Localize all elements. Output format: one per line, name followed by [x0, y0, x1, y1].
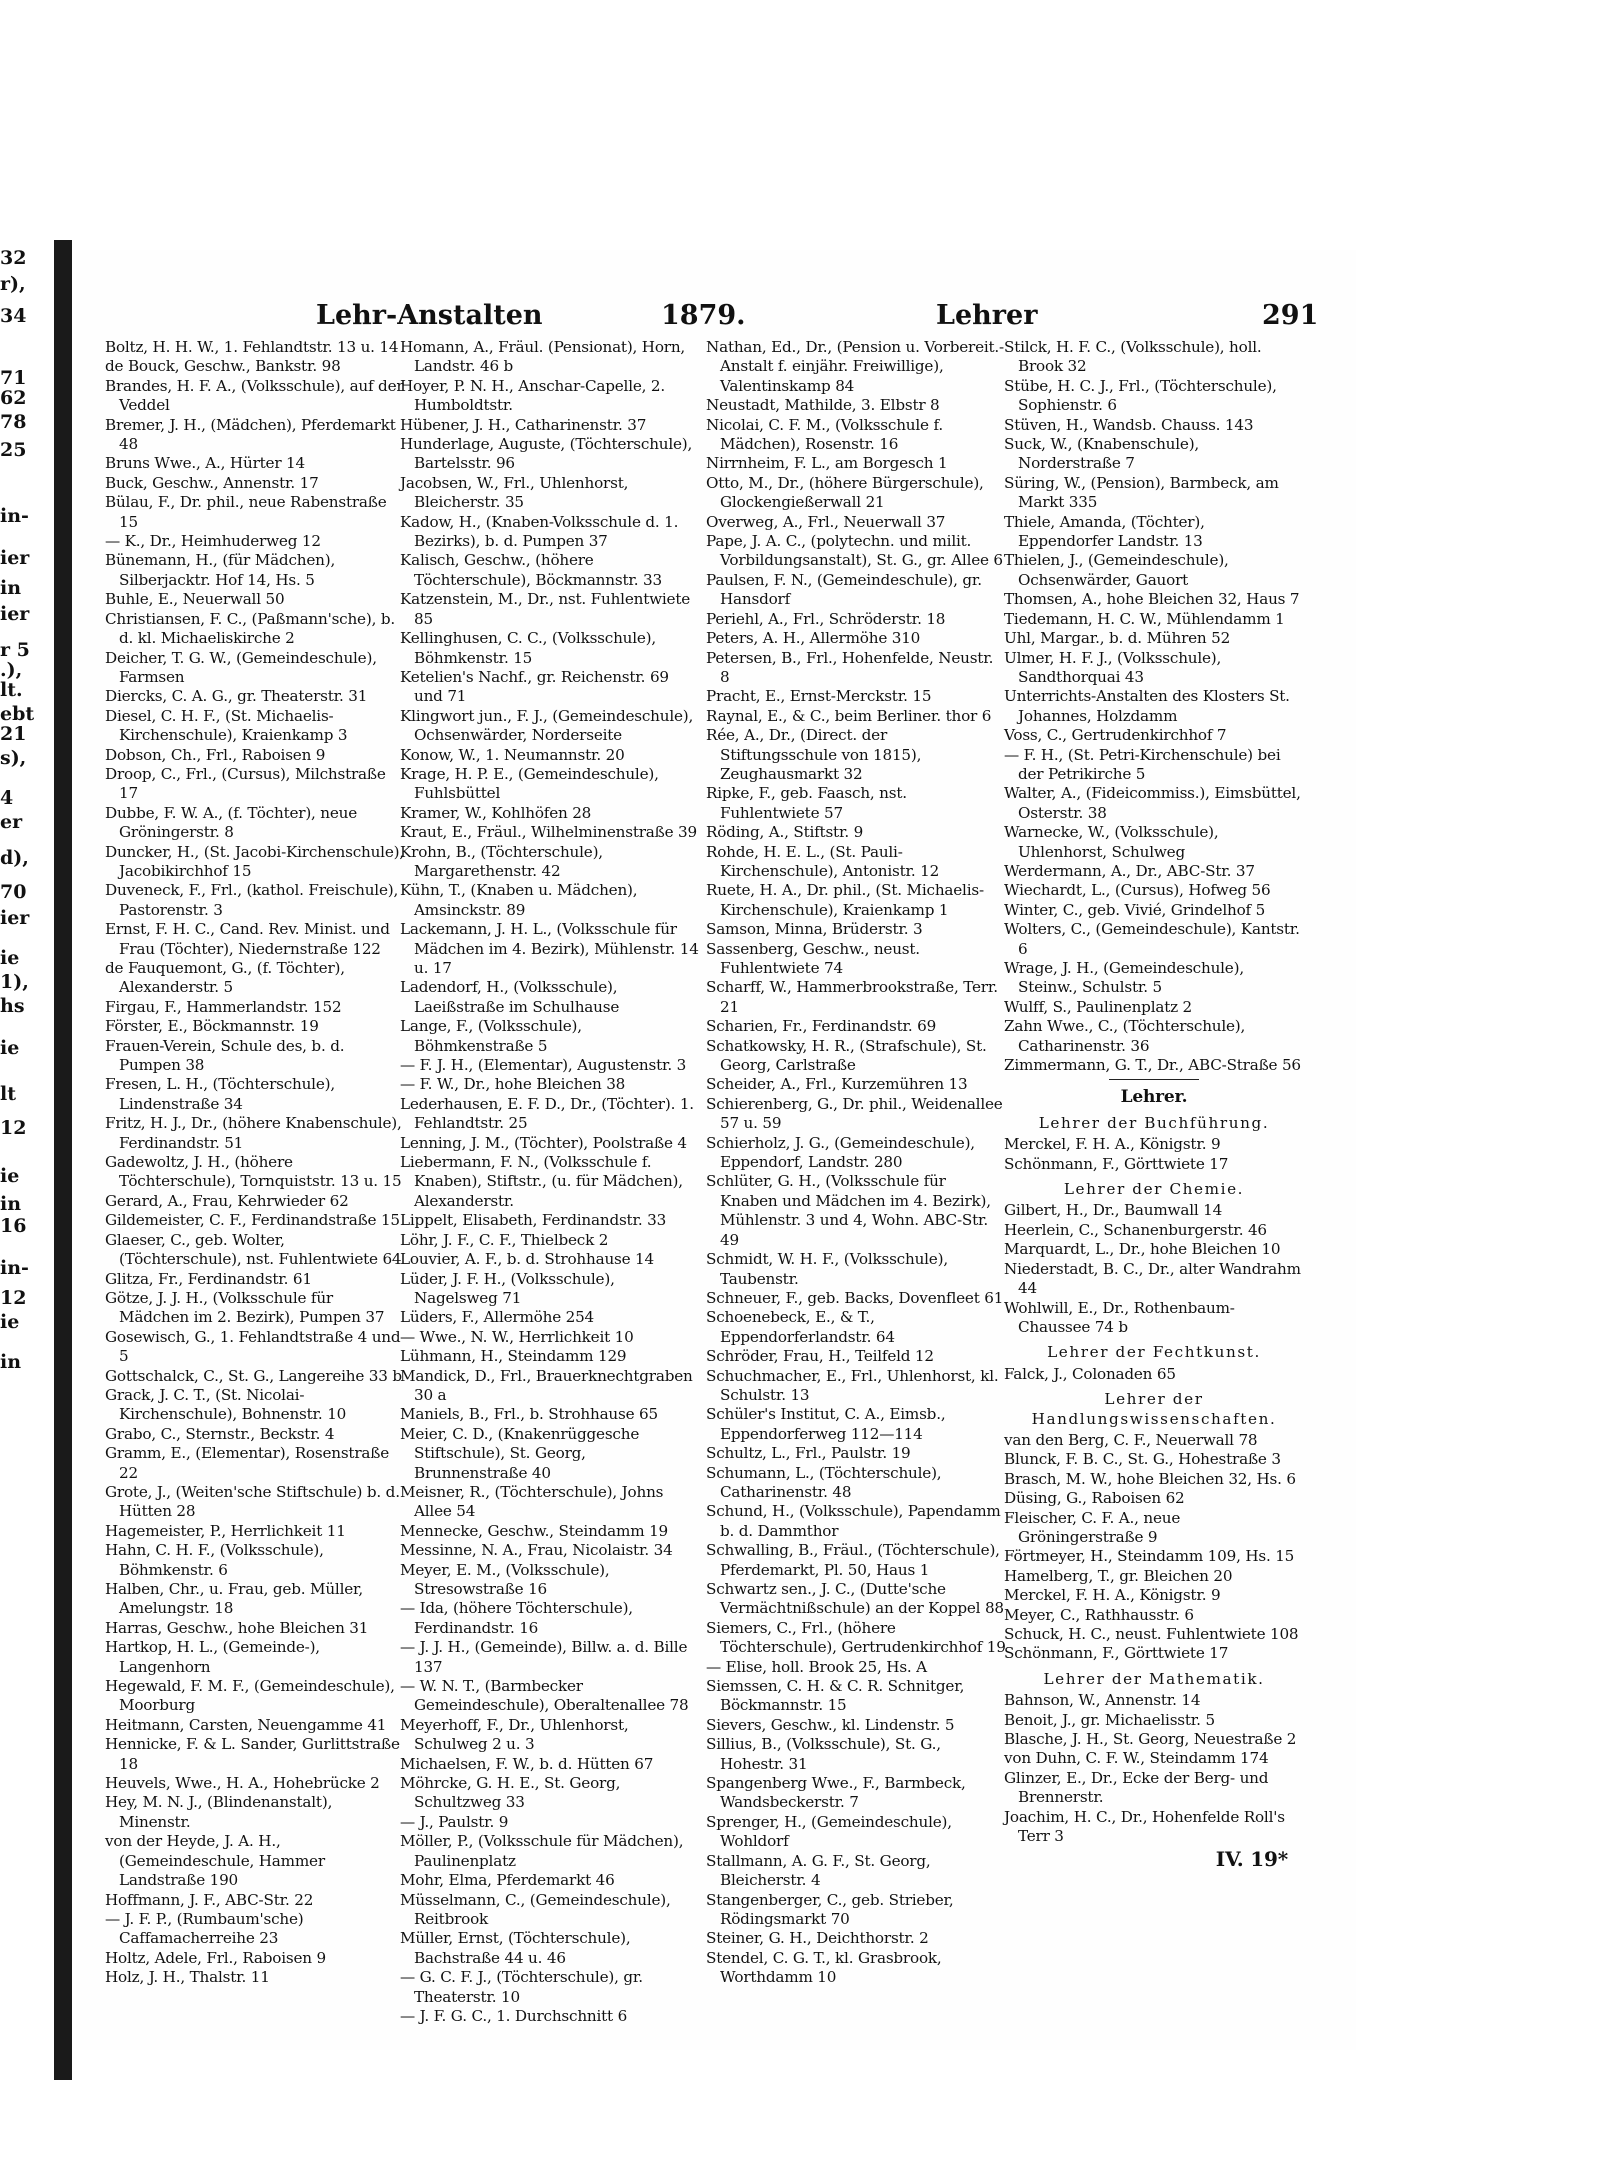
directory-entry: Gilbert, H., Dr., Baumwall 14 [1004, 1201, 1223, 1220]
directory-entry: Suck, W., (Knabenschule), Norderstraße 7 [1004, 435, 1200, 473]
directory-entry: Voss, C., Gertrudenkirchhof 7 [1004, 726, 1227, 745]
directory-entry: Grabo, C., Sternstr., Beckstr. 4 [105, 1424, 335, 1443]
directory-entry: Schoenebeck, E., & T., Eppendorferlandstr. 64 [706, 1308, 895, 1346]
directory-entry: Merckel, F. H. A., Königstr. 9 [1004, 1586, 1221, 1605]
directory-entry: Schuck, H. C., neust. Fuhlentwiete 108 [1004, 1625, 1299, 1643]
directory-entry: Ripke, F., geb. Faasch, nst. Fuhlentwiete 57 [706, 784, 907, 822]
directory-entry: Tiedemann, H. C. W., Mühlendamm 1 [1004, 609, 1285, 628]
directory-entry: Glaeser, C., geb. Wolter, (Töchterschule), nst. Fuhlentwiete 64 [105, 1230, 402, 1269]
directory-entry: Fresen, L. H., (Töchterschule), Lindenstraße 34 [105, 1075, 335, 1113]
signature-mark: IV. 19* [1215, 1847, 1288, 1872]
directory-entry: Thiele, Amanda, (Töchter), Eppendorfer Landstr. 13 [1004, 512, 1205, 551]
directory-entry: Stüven, H., Wandsb. Chauss. 143 [1004, 415, 1254, 434]
directory-entry: Heerlein, C., Schanenburgerstr. 46 [1004, 1220, 1267, 1239]
margin-fragment: 34 [0, 305, 27, 327]
directory-entry: Fritz, H. J., Dr., (höhere Knabenschule), Ferdinandstr. 51 [105, 1114, 402, 1152]
directory-entry: Mandick, D., Frl., Brauerknechtgraben 30 a [400, 1366, 693, 1404]
directory-entry: Stübe, H. C. J., Frl., (Töchterschule), Sophienstr. 6 [1004, 376, 1277, 415]
directory-entry: Glitza, Fr., Ferdinandstr. 61 [105, 1269, 312, 1288]
directory-entry: Diercks, C. A. G., gr. Theaterstr. 31 [105, 687, 368, 706]
margin-fragment: s), [0, 747, 27, 769]
directory-entry: Bremer, J. H., (Mädchen), Pferdemarkt 48 [105, 415, 396, 454]
directory-entry: Gildemeister, C. F., Ferdinandstraße 15 [105, 1211, 400, 1230]
directory-entry: Rohde, H. E. L., (St. Pauli-Kirchenschule), Antonistr. 12 [706, 842, 940, 880]
margin-fragment: 16 [0, 1215, 27, 1237]
subsection-heading: Lehrer der Chemie. [1063, 1180, 1245, 1199]
margin-fragment: 70 [0, 881, 27, 903]
subsection-heading: Lehrer der Fechtkunst. [1047, 1343, 1261, 1362]
directory-entry: Winter, C., geb. Vivié, Grindelhof 5 [1004, 900, 1266, 919]
directory-entry: Petersen, B., Frl., Hohenfelde, Neustr. 8 [706, 648, 994, 686]
directory-entry: Schwartz sen., J. C., (Dutte'sche Vermächtnißschule) an der Koppel 88 [706, 1580, 1004, 1618]
directory-entry: Meyerhoff, F., Dr., Uhlenhorst, Schulweg 2 u. 3 [400, 1715, 629, 1754]
directory-entry: Schund, H., (Volksschule), Papendamm b. d. Dammthor [706, 1502, 1001, 1540]
directory-entry: Düsing, G., Raboisen 62 [1004, 1489, 1185, 1508]
directory-entry: Bülau, F., Dr. phil., neue Rabenstraße 15 [105, 493, 387, 531]
directory-entry: — Wwe., N. W., Herrlichkeit 10 [400, 1327, 634, 1346]
directory-entry: Schüler's Institut, C. A., Eimsb., Eppendorferweg 112—114 [706, 1405, 946, 1443]
margin-fragment: 71 [0, 367, 27, 389]
directory-entry: Homann, A., Fräul. (Pensionat), Horn, Landstr. 46 b [400, 338, 686, 376]
directory-entry: Meyer, E. M., (Volksschule), Stresowstraße 16 [400, 1560, 610, 1598]
directory-entry: Hübener, J. H., Catharinenstr. 37 [400, 415, 647, 434]
page-number: 291 [1262, 300, 1319, 331]
directory-entry: Sassenberg, Geschw., neust. Fuhlentwiete 74 [706, 939, 920, 977]
directory-entry: Schatkowsky, H. R., (Strafschule), St. Georg, Carlstraße [706, 1036, 987, 1075]
directory-entry: — J. J. H., (Gemeinde), Billw. a. d. Bille 137 [400, 1638, 688, 1676]
margin-fragment: 78 [0, 411, 27, 433]
directory-column-3 [706, 338, 1006, 1988]
directory-entry: Röding, A., Stiftstr. 9 [706, 823, 864, 842]
header-year: 1879. [661, 300, 746, 331]
directory-entry: Halben, Chr., u. Frau, geb. Müller, Amelungstr. 18 [105, 1580, 364, 1618]
directory-entry: Sillius, B., (Volksschule), St. G., Hohestr. 31 [706, 1735, 941, 1773]
directory-entry: Heitmann, Carsten, Neuengamme 41 [105, 1715, 387, 1734]
directory-entry: Müsselmann, C., (Gemeindeschule), Reitbrook [400, 1890, 671, 1928]
page-header [316, 300, 1319, 340]
directory-entry: Gottschalck, C., St. G., Langereihe 33 b [105, 1366, 402, 1385]
directory-entry: Lüder, J. F. H., (Volksschule), Nagelsweg 71 [400, 1269, 615, 1307]
directory-entry: Schierholz, J. G., (Gemeindeschule), Eppendorf, Landstr. 280 [706, 1133, 975, 1172]
directory-entry: Nathan, Ed., Dr., (Pension u. Vorbereit.-Anstalt f. einjähr. Freiwillige), Valentinskamp 84 [706, 338, 1004, 395]
directory-entry: Thielen, J., (Gemeindeschule), Ochsenwärder, Gauort [1004, 551, 1229, 589]
directory-entry: Nicolai, C. F. M., (Volksschule f. Mädchen), Rosenstr. 16 [706, 415, 943, 454]
directory-entry: Mohr, Elma, Pferdemarkt 46 [400, 1871, 615, 1890]
directory-entry: Stilck, H. F. C., (Volksschule), holl. Brook 32 [1004, 338, 1262, 376]
directory-entry: Katzenstein, M., Dr., nst. Fuhlentwiete 85 [400, 590, 691, 628]
directory-entry: Merckel, F. H. A., Königstr. 9 [1004, 1135, 1221, 1154]
margin-fragment: in [0, 1193, 22, 1215]
directory-entry: Brasch, M. W., hohe Bleichen 32, Hs. 6 [1004, 1469, 1296, 1488]
directory-entry: — F. H., (St. Petri-Kirchenschule) bei der Petrikirche 5 [1004, 745, 1281, 783]
directory-entry: Löhr, J. F., C. F., Thielbeck 2 [400, 1230, 609, 1249]
directory-entry: Mennecke, Geschw., Steindamm 19 [400, 1521, 668, 1540]
directory-entry: Warnecke, W., (Volksschule), Uhlenhorst, Schulweg [1004, 823, 1219, 861]
directory-entry: Hahn, C. H. F., (Volksschule), Böhmkenstr. 6 [105, 1541, 324, 1579]
directory-entry: Hoffmann, J. F., ABC-Str. 22 [105, 1890, 314, 1909]
directory-entry: — G. C. F. J., (Töchterschule), gr. Theaterstr. 10 [400, 1968, 643, 2006]
directory-entry: Stendel, C. G. T., kl. Grasbrook, Worthdamm 10 [706, 1948, 942, 1987]
directory-entry: Blunck, F. B. C., St. G., Hohestraße 3 [1004, 1450, 1281, 1469]
margin-fragment: ie [0, 1311, 20, 1333]
directory-entry: Siemers, C., Frl., (höhere Töchterschule), Gertrudenkirchhof 19 [706, 1618, 1006, 1657]
directory-entry: Peters, A. H., Allermöhe 310 [706, 629, 921, 648]
directory-entry: Lackemann, J. H. L., (Volksschule für Mädchen im 4. Bezirk), Mühlenstr. 14 u. 17 [400, 920, 699, 977]
directory-entry: Samson, Minna, Brüderstr. 3 [706, 920, 923, 939]
margin-fragment: ie [0, 1037, 20, 1059]
directory-entry: Schmidt, W. H. F., (Volksschule), Taubenstr. [706, 1250, 948, 1288]
directory-entry: de Bouck, Geschw., Bankstr. 98 [105, 357, 341, 376]
directory-entry: Nirrnheim, F. L., am Borgesch 1 [706, 454, 948, 473]
directory-entry: Pape, J. A. C., (polytechn. und milit. Vorbildungsanstalt), St. G., gr. Allee 6 [706, 532, 1003, 570]
directory-entry: — K., Dr., Heimhuderweg 12 [105, 532, 321, 551]
margin-fragment: lt. [0, 679, 23, 701]
section-divider [1109, 1079, 1199, 1080]
directory-entry: Siemssen, C. H. & C. R. Schnitger, Böckmannstr. 15 [706, 1677, 965, 1715]
directory-entry: Förtmeyer, H., Steindamm 109, Hs. 15 [1004, 1547, 1295, 1566]
directory-entry: — W. N. T., (Barmbecker Gemeindeschule), Oberaltenallee 78 [400, 1677, 689, 1715]
directory-entry: Kühn, T., (Knaben u. Mädchen), Amsinckstr. 89 [400, 881, 638, 919]
directory-entry: Bünemann, H., (für Mädchen), Silberjacktr. Hof 14, Hs. 5 [105, 551, 336, 589]
directory-entry: Meier, C. D., (Knakenrüggesche Stiftschule), St. Georg, Brunnenstraße 40 [400, 1424, 640, 1482]
directory-entry: van den Berg, C. F., Neuerwall 78 [1004, 1430, 1258, 1449]
directory-entry: Buhle, E., Neuerwall 50 [105, 590, 285, 609]
header-category: Lehrer [936, 300, 1038, 331]
directory-entry: de Fauquemont, G., (f. Töchter), Alexanderstr. 5 [105, 959, 345, 997]
subsection-heading: Lehrer der Buchführung. [1038, 1113, 1270, 1132]
directory-entry: Gadewoltz, J. H., (höhere Töchterschule), Tornquiststr. 13 u. 15 [105, 1153, 402, 1191]
margin-fragment: 12 [0, 1287, 27, 1309]
margin-fragment: d), [0, 847, 29, 869]
directory-entry: Maniels, B., Frl., b. Strohhause 65 [400, 1405, 658, 1424]
directory-entry: Schröder, Frau, H., Teilfeld 12 [706, 1347, 934, 1366]
directory-entry: Kellinghusen, C. C., (Volksschule), Böhmkenstr. 15 [400, 629, 657, 667]
margin-fragment: 12 [0, 1117, 27, 1139]
directory-entry: Liebermann, F. N., (Volksschule f. Knaben), Stiftstr., (u. für Mädchen), Alexanderstr. [400, 1153, 683, 1210]
directory-entry: Stangenberger, C., geb. Strieber, Rödingsmarkt 70 [706, 1890, 954, 1928]
directory-entry: — J., Paulstr. 9 [400, 1812, 509, 1831]
directory-entry: Periehl, A., Frl., Schröderstr. 18 [706, 609, 946, 628]
directory-entry: Duncker, H., (St. Jacobi-Kirchenschule), Jacobikirchhof 15 [105, 842, 404, 880]
directory-entry: Wulff, S., Paulinenplatz 2 [1004, 997, 1193, 1016]
subsection-heading: Lehrer der Mathematik. [1043, 1669, 1265, 1688]
directory-entry: Fleischer, C. F. A., neue Gröningerstraße 9 [1004, 1508, 1181, 1546]
margin-fragment: 4 [0, 787, 14, 809]
directory-entry: Duveneck, F., Frl., (kathol. Freischule), Pastorenstr. 3 [105, 881, 399, 919]
directory-entry: Werdermann, A., Dr., ABC-Str. 37 [1004, 861, 1255, 880]
directory-entry: Scharien, Fr., Ferdinandstr. 69 [706, 1017, 937, 1036]
margin-fragment: ie [0, 947, 20, 969]
directory-entry: Meyer, C., Rathhausstr. 6 [1004, 1605, 1194, 1624]
directory-entry: Michaelsen, F. W., b. d. Hütten 67 [400, 1754, 654, 1773]
directory-entry: Müller, Ernst, (Töchterschule), Bachstraße 44 u. 46 [400, 1929, 631, 1967]
directory-entry: Overweg, A., Frl., Neuerwall 37 [706, 512, 946, 531]
directory-entry: Gerard, A., Frau, Kehrwieder 62 [105, 1191, 349, 1210]
directory-entry: Klingwort jun., F. J., (Gemeindeschule), Ochsenwärder, Norderseite [400, 706, 694, 745]
directory-entry: Gosewisch, G., 1. Fehlandtstraße 4 und 5 [105, 1327, 401, 1366]
margin-fragment: 25 [0, 439, 27, 461]
directory-entry: — F. W., Dr., hohe Bleichen 38 [400, 1075, 626, 1094]
directory-entry: Niederstadt, B. C., Dr., alter Wandrahm 44 [1004, 1259, 1301, 1298]
margin-fragment: ier [0, 547, 30, 569]
directory-entry: Pracht, E., Ernst-Merckstr. 15 [706, 687, 932, 706]
directory-entry: von der Heyde, J. A. H., (Gemeindeschule, Hammer Landstraße 190 [105, 1832, 325, 1890]
directory-entry: Kraut, E., Fräul., Wilhelminenstraße 39 [400, 823, 697, 842]
directory-column-2 [400, 338, 700, 2026]
directory-entry: Schultz, L., Frl., Paulstr. 19 [706, 1444, 911, 1463]
directory-entry: Marquardt, L., Dr., hohe Bleichen 10 [1004, 1240, 1281, 1259]
directory-entry: Falck, J., Colonaden 65 [1004, 1364, 1176, 1383]
directory-entry: Süring, W., (Pension), Barmbeck, am Markt 335 [1004, 473, 1279, 512]
margin-fragment: r 5 [0, 639, 30, 661]
section-heading: Lehrer. [1120, 1087, 1188, 1108]
directory-entry: Bahnson, W., Annenstr. 14 [1004, 1691, 1201, 1710]
subsection-heading: Lehrer der Handlungswissenschaften. [1031, 1390, 1277, 1428]
directory-entry: Kalisch, Geschw., (höhere Töchterschule), Böckmannstr. 33 [400, 551, 662, 589]
directory-entry: Lüders, F., Allermöhe 254 [400, 1308, 595, 1327]
directory-entry: Benoit, J., gr. Michaelisstr. 5 [1004, 1710, 1215, 1729]
directory-entry: Deicher, T. G. W., (Gemeindeschule), Farmsen [105, 648, 377, 686]
adjacent-page-fragment [0, 248, 58, 2048]
directory-entry: Lenning, J. M., (Töchter), Poolstraße 4 [400, 1133, 687, 1152]
directory-entry: — J. F. P., (Rumbaum'sche) Caffamacherreihe 23 [105, 1909, 304, 1948]
directory-entry: Uhl, Margar., b. d. Mühren 52 [1004, 629, 1231, 648]
directory-entry: Hey, M. N. J., (Blindenanstalt), Minenstr. [105, 1793, 333, 1831]
directory-entry: Buck, Geschw., Annenstr. 17 [105, 473, 319, 492]
directory-entry: Glinzer, E., Dr., Ecke der Berg- und Brennerstr. [1004, 1768, 1269, 1807]
directory-entry: — J. F. G. C., 1. Durchschnitt 6 [400, 2006, 628, 2025]
directory-column-4 [1004, 338, 1304, 1870]
directory-entry: Schwalling, B., Fräul., (Töchterschule), Pferdemarkt, Pl. 50, Haus 1 [706, 1541, 1000, 1579]
directory-entry: Paulsen, F. N., (Gemeindeschule), gr. Hansdorf [706, 570, 982, 609]
margin-fragment: .), [0, 659, 23, 681]
directory-entry: Grote, J., (Weiten'sche Stiftschule) b. d. Hütten 28 [105, 1482, 400, 1521]
directory-entry: Meisner, R., (Töchterschule), Johns Allee 54 [400, 1482, 664, 1521]
directory-entry: Christiansen, F. C., (Paßmann'sche), b. d. kl. Michaeliskirche 2 [105, 609, 395, 648]
margin-fragment: ie [0, 1165, 20, 1187]
directory-entry: Ruete, H. A., Dr. phil., (St. Michaelis-Kirchenschule), Kraienkamp 1 [706, 881, 984, 919]
directory-entry: Rée, A., Dr., (Direct. der Stiftungsschule von 1815), Zeughausmarkt 32 [706, 726, 922, 783]
directory-entry: Grack, J. C. T., (St. Nicolai-Kirchenschule), Bohnenstr. 10 [105, 1385, 347, 1424]
header-section-title: Lehr-Anstalten [316, 300, 543, 331]
directory-entry: Holz, J. H., Thalstr. 11 [105, 1968, 270, 1987]
directory-entry: Krage, H. P. E., (Gemeindeschule), Fuhlsbüttel [400, 764, 659, 803]
directory-entry: Zahn Wwe., C., (Töchterschule), Catharinenstr. 36 [1004, 1017, 1246, 1055]
directory-entry: Bruns Wwe., A., Hürter 14 [105, 454, 305, 473]
directory-entry: Wolters, C., (Gemeindeschule), Kantstr. 6 [1004, 920, 1300, 958]
directory-entry: Schlüter, G. H., (Volksschule für Knaben und Mädchen im 4. Bezirk), Mühlenstr. 3 und 4, Wohn. ABC-Str. 49 [706, 1172, 991, 1249]
directory-entry: Dobson, Ch., Frl., Raboisen 9 [105, 745, 326, 764]
directory-entry: Boltz, H. H. W., 1. Fehlandtstr. 13 u. 14 [105, 338, 399, 356]
margin-fragment: ier [0, 603, 30, 625]
directory-entry: Joachim, H. C., Dr., Hohenfelde Roll's Terr 3 [1004, 1807, 1285, 1846]
directory-entry: Schönmann, F., Görttwiete 17 [1004, 1644, 1229, 1663]
directory-entry: Hegewald, F. M. F., (Gemeindeschule), Moorburg [105, 1677, 395, 1715]
margin-fragment: 62 [0, 387, 27, 409]
directory-entry: Konow, W., 1. Neumannstr. 20 [400, 745, 625, 764]
directory-entry: Diesel, C. H. F., (St. Michaelis-Kirchenschule), Kraienkamp 3 [105, 706, 348, 745]
directory-entry: Heuvels, Wwe., H. A., Hohebrücke 2 [105, 1774, 380, 1793]
directory-entry: Firgau, F., Hammerlandstr. 152 [105, 997, 342, 1016]
directory-entry: von Duhn, C. F. W., Steindamm 174 [1004, 1749, 1269, 1768]
directory-entry: Hunderlage, Auguste, (Töchterschule), Bartelsstr. 96 [400, 435, 693, 473]
directory-entry: Kadow, H., (Knaben-Volksschule d. 1. Bezirks), b. d. Pumpen 37 [400, 512, 679, 551]
directory-entry: — Elise, holl. Brook 25, Hs. A [706, 1657, 927, 1676]
directory-entry: Schierenberg, G., Dr. phil., Weidenallee 57 u. 59 [706, 1094, 1003, 1133]
directory-entry: Frauen-Verein, Schule des, b. d. Pumpen 38 [105, 1036, 345, 1075]
directory-entry: Kramer, W., Kohlhöfen 28 [400, 803, 592, 822]
directory-entry: Jacobsen, W., Frl., Uhlenhorst, Bleicherstr. 35 [400, 473, 629, 512]
directory-entry: Hagemeister, P., Herrlichkeit 11 [105, 1521, 346, 1540]
directory-entry: Wohlwill, E., Dr., Rothenbaum-Chaussee 74 b [1004, 1298, 1235, 1336]
directory-entry: Ladendorf, H., (Volksschule), Laeißstraße im Schulhause [400, 978, 620, 1016]
margin-fragment: in- [0, 1257, 29, 1279]
directory-entry: Sievers, Geschw., kl. Lindenstr. 5 [706, 1715, 955, 1734]
margin-fragment: er [0, 811, 23, 833]
directory-entry: Sprenger, H., (Gemeindeschule), Wohldorf [706, 1812, 952, 1851]
margin-fragment: hs [0, 995, 25, 1017]
directory-entry: Scharff, W., Hammerbrookstraße, Terr. 21 [706, 978, 998, 1016]
directory-entry: Förster, E., Böckmannstr. 19 [105, 1017, 319, 1036]
directory-entry: Neustadt, Mathilde, 3. Elbstr 8 [706, 396, 940, 415]
margin-fragment: ebt [0, 703, 35, 725]
margin-fragment: in [0, 1351, 22, 1373]
directory-entry: Droop, C., Frl., (Cursus), Milchstraße 17 [105, 764, 386, 803]
directory-entry: Lange, F., (Volksschule), Böhmkenstraße 5 [400, 1017, 582, 1055]
directory-entry: Zimmermann, G. T., Dr., ABC-Straße 56 [1004, 1056, 1301, 1075]
margin-fragment: lt [0, 1083, 16, 1105]
directory-entry: Schneuer, F., geb. Backs, Dovenfleet 61 [706, 1288, 1004, 1307]
directory-entry: Möhrcke, G. H. E., St. Georg, Schultzweg 33 [400, 1774, 621, 1812]
directory-entry: Schuchmacher, E., Frl., Uhlenhorst, kl. Schulstr. 13 [706, 1366, 999, 1404]
directory-entry: Walter, A., (Fideicommiss.), Eimsbüttel, Osterstr. 38 [1004, 784, 1301, 822]
directory-entry: Blasche, J. H., St. Georg, Neuestraße 2 [1004, 1730, 1297, 1749]
margin-fragment: in [0, 577, 22, 599]
directory-entry: Messinne, N. A., Frau, Nicolaistr. 34 [400, 1541, 673, 1560]
directory-entry: Ernst, F. H. C., Cand. Rev. Minist. und Frau (Töchter), Niedernstraße 122 [105, 920, 390, 958]
directory-entry: — F. J. H., (Elementar), Augustenstr. 3 [400, 1056, 687, 1075]
directory-entry: Hoyer, P. N. H., Anschar-Capelle, 2. Humboldtstr. [400, 376, 666, 415]
directory-entry: Louvier, A. F., b. d. Strohhause 14 [400, 1250, 654, 1269]
directory-entry: Ulmer, H. F. J., (Volksschule), Sandthorquai 43 [1004, 648, 1222, 686]
book-spine [54, 240, 72, 2080]
directory-entry: Krohn, B., (Töchterschule), Margarethenstr. 42 [400, 842, 603, 880]
margin-fragment: 21 [0, 723, 27, 745]
directory-entry: Steiner, G. H., Deichthorstr. 2 [706, 1929, 929, 1948]
directory-entry: Lederhausen, E. F. D., Dr., (Töchter). 1. Fehlandtstr. 25 [400, 1094, 694, 1133]
directory-entry: Hartkop, H. L., (Gemeinde-), Langenhorn [105, 1638, 320, 1676]
directory-entry: Schumann, L., (Töchterschule), Catharinenstr. 48 [706, 1463, 942, 1501]
directory-entry: Lippelt, Elisabeth, Ferdinandstr. 33 [400, 1211, 667, 1230]
directory-entry: Lühmann, H., Steindamm 129 [400, 1347, 627, 1366]
directory-entry: Stallmann, A. G. F., St. Georg, Bleicherstr. 4 [706, 1851, 931, 1890]
margin-fragment: 32 [0, 247, 27, 269]
margin-fragment: r), [0, 273, 26, 295]
directory-entry: Unterrichts-Anstalten des Klosters St. Johannes, Holzdamm [1004, 687, 1290, 725]
directory-column-1 [105, 338, 405, 1988]
directory-entry: Schönmann, F., Görttwiete 17 [1004, 1154, 1229, 1173]
directory-entry: Raynal, E., & C., beim Berliner. thor 6 [706, 706, 992, 725]
directory-entry: Gramm, E., (Elementar), Rosenstraße 22 [105, 1444, 389, 1482]
directory-entry: Hennicke, F. & L. Sander, Gurlittstraße 18 [105, 1735, 400, 1773]
directory-entry: Scheider, A., Frl., Kurzemühren 13 [706, 1075, 968, 1094]
margin-fragment: 1), [0, 971, 29, 993]
directory-entry: Möller, P., (Volksschule für Mädchen), Paulinenplatz [400, 1832, 684, 1870]
directory-entry: Wiechardt, L., (Cursus), Hofweg 56 [1004, 881, 1271, 900]
directory-entry: Holtz, Adele, Frl., Raboisen 9 [105, 1948, 326, 1967]
directory-entry: Harras, Geschw., hohe Bleichen 31 [105, 1618, 369, 1637]
directory-entry: Spangenberg Wwe., F., Barmbeck, Wandsbeckerstr. 7 [706, 1774, 966, 1812]
margin-fragment: in- [0, 505, 29, 527]
directory-entry: Hamelberg, T., gr. Bleichen 20 [1004, 1566, 1233, 1585]
directory-entry: Götze, J. J. H., (Volksschule für Mädchen im 2. Bezirk), Pumpen 37 [105, 1288, 385, 1327]
directory-entry: Wrage, J. H., (Gemeindeschule), Steinw., Schulstr. 5 [1004, 959, 1244, 997]
directory-entry: — Ida, (höhere Töchterschule), Ferdinandstr. 16 [400, 1599, 633, 1637]
directory-entry: Brandes, H. F. A., (Volksschule), auf der Veddel [105, 376, 404, 415]
margin-fragment: ier [0, 907, 30, 929]
directory-entry: Ketelien's Nachf., gr. Reichenstr. 69 und 71 [400, 667, 669, 706]
directory-entry: Otto, M., Dr., (höhere Bürgerschule), Glockengießerwall 21 [706, 473, 984, 512]
directory-entry: Dubbe, F. W. A., (f. Töchter), neue Gröningerstr. 8 [105, 803, 358, 842]
directory-entry: Thomsen, A., hohe Bleichen 32, Haus 7 [1004, 590, 1300, 609]
